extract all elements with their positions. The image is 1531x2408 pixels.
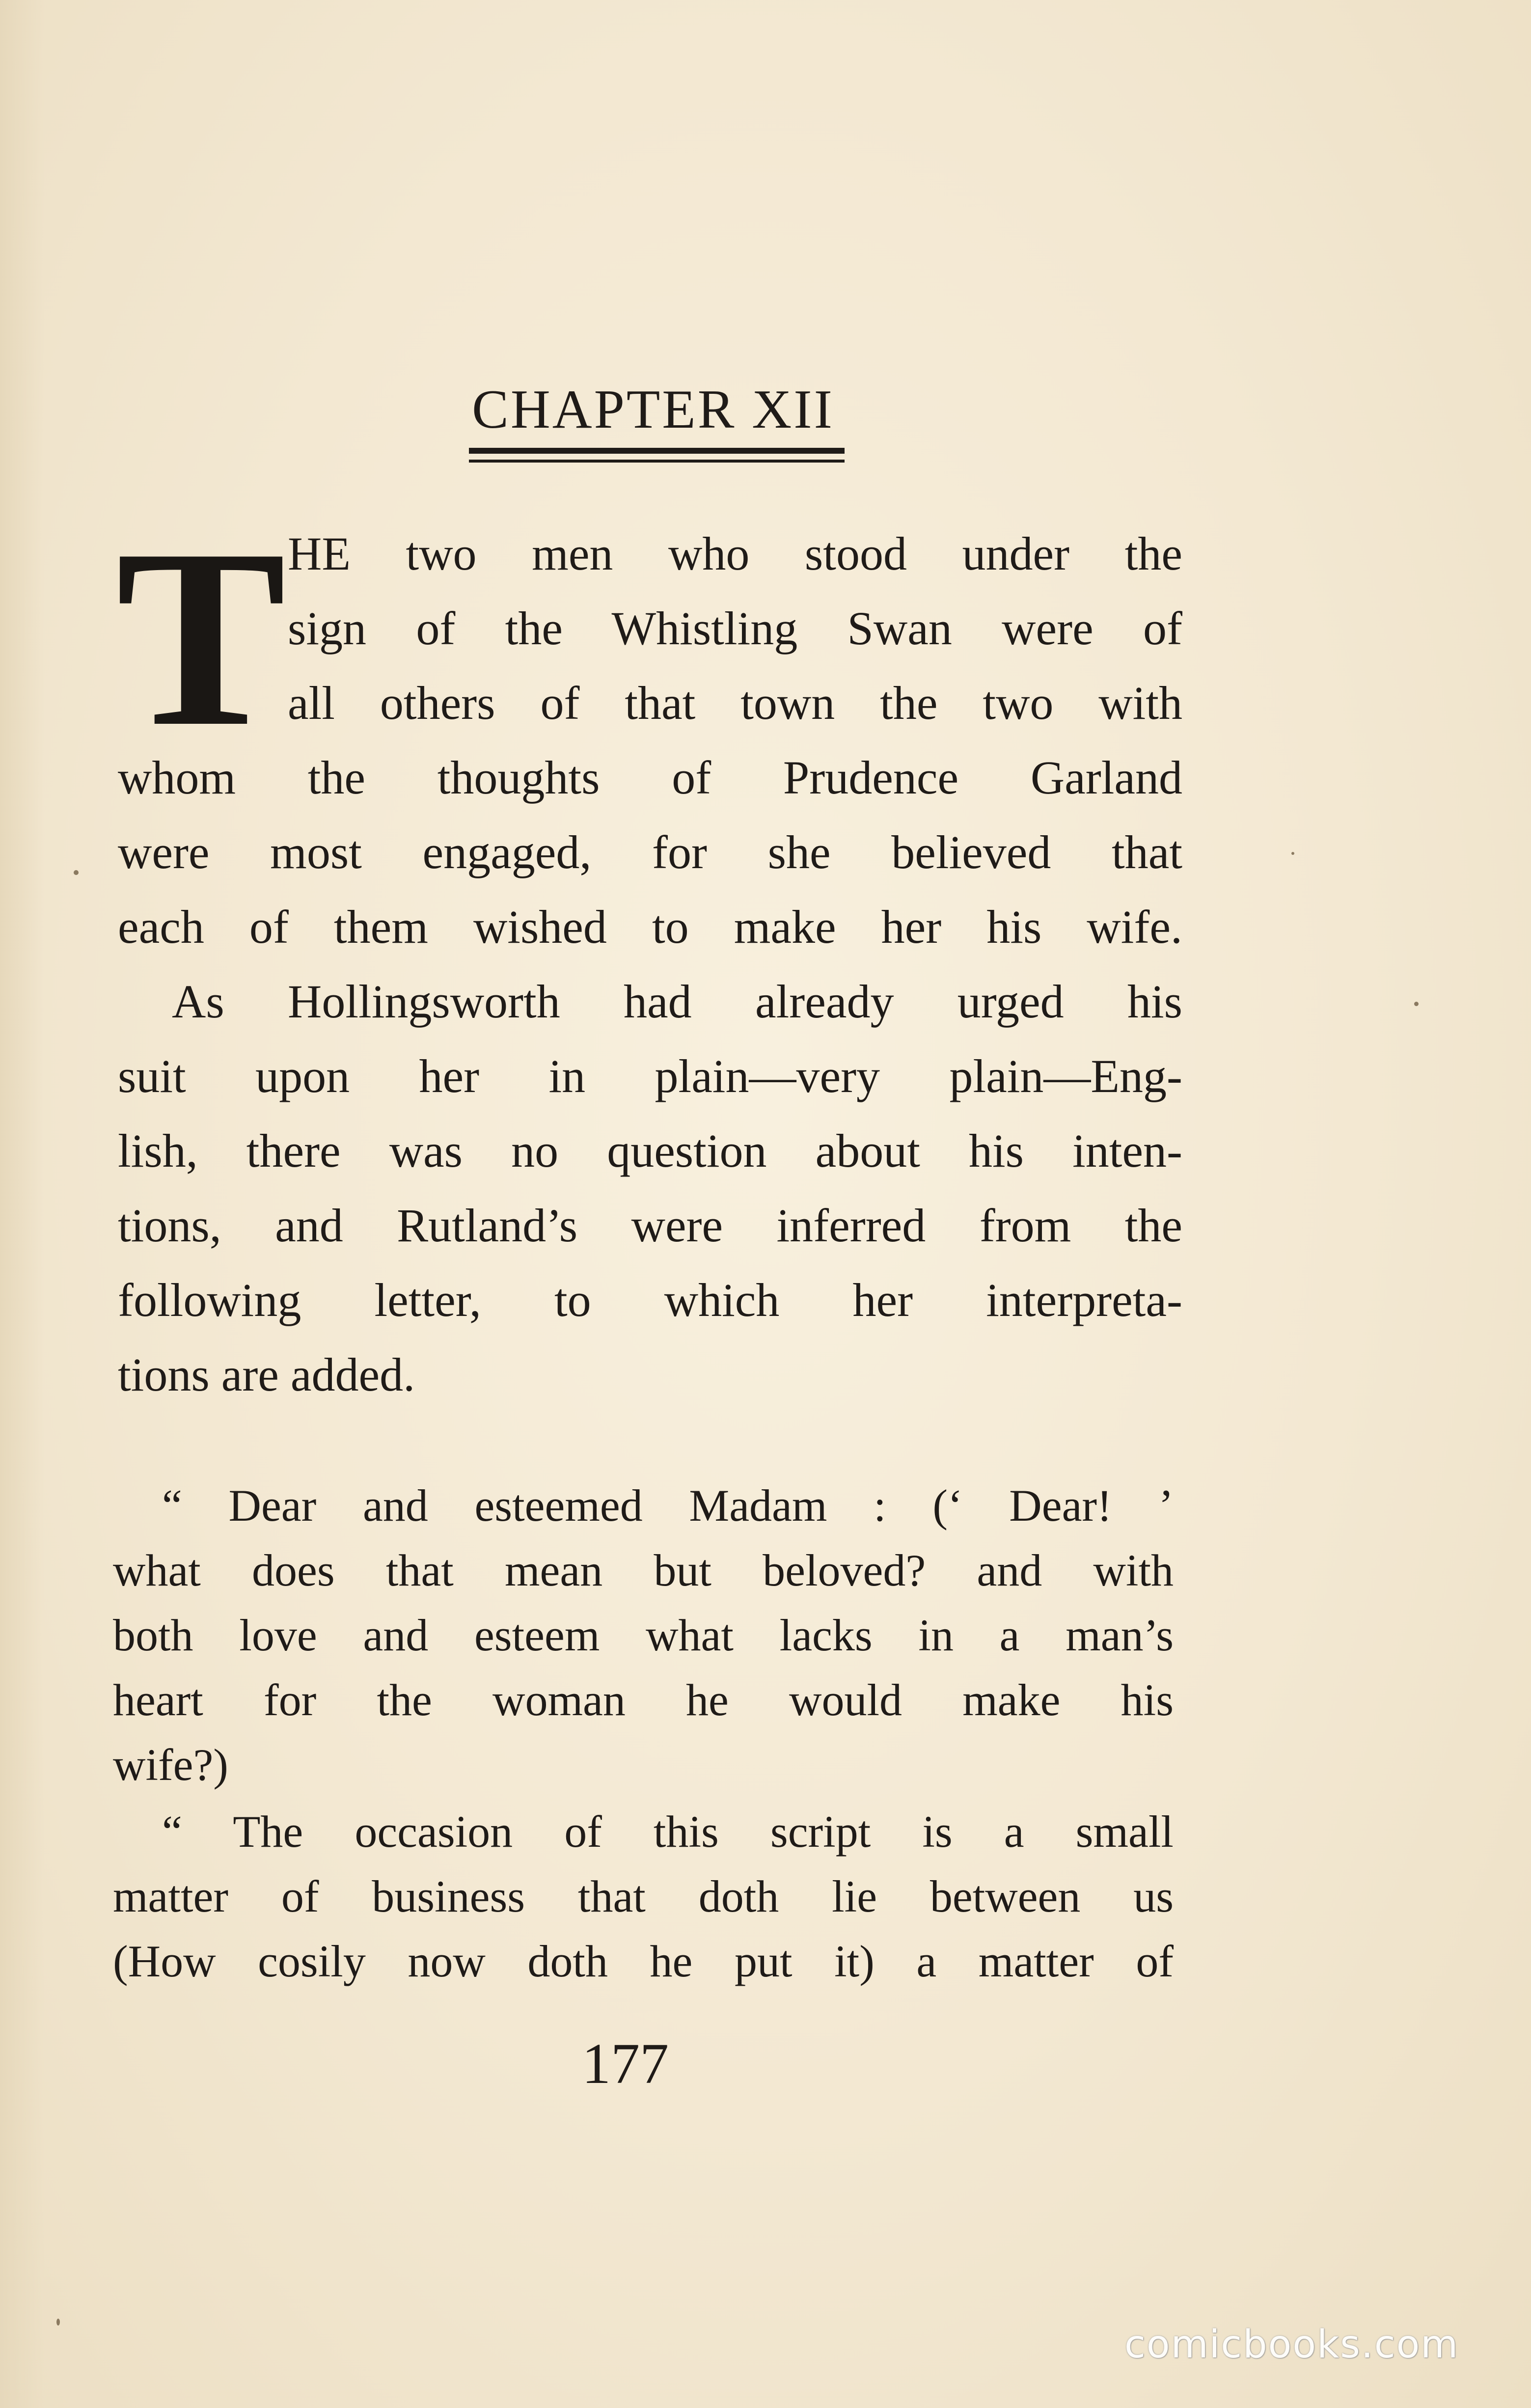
page-gutter-shade <box>0 0 44 2408</box>
chapter-heading: CHAPTER XII <box>472 379 834 440</box>
paper-speck <box>1291 852 1294 855</box>
body-line: all others of that town the two with <box>288 677 1182 729</box>
letter-line: what does that mean but beloved? and with <box>113 1545 1174 1595</box>
body-line: sign of the Whistling Swan were of <box>288 602 1182 655</box>
body-line: HE two men who stood under the <box>288 527 1182 580</box>
heading-rule-thick <box>469 448 845 454</box>
body-line: whom the thoughts of Prudence Garland <box>118 751 1182 804</box>
letter-line: “ The occasion of this script is a small <box>162 1806 1174 1857</box>
letter-line: both love and esteem what lacks in a man’s <box>113 1610 1174 1660</box>
body-line: As Hollingsworth had already urged his <box>172 975 1182 1028</box>
letter-line: “ Dear and esteemed Madam : (‘ Dear! ’ <box>162 1480 1174 1531</box>
paper-speck <box>56 2319 60 2326</box>
heading-rule-thin <box>469 460 845 463</box>
body-line: tions are added. <box>118 1348 415 1401</box>
letter-line: heart for the woman he would make his <box>113 1675 1174 1725</box>
drop-cap: T <box>116 497 286 779</box>
body-line: lish, there was no question about his inten- <box>118 1124 1182 1177</box>
body-line: following letter, to which her interpreta- <box>118 1274 1182 1326</box>
paper-speck <box>1414 1002 1419 1006</box>
body-line: each of them wished to make her his wife. <box>118 901 1182 953</box>
watermark: comicbooks.com <box>1124 2323 1459 2367</box>
letter-line: (How cosily now doth he put it) a matter of <box>113 1936 1174 1986</box>
body-line: suit upon her in plain—very plain—Eng- <box>118 1050 1182 1102</box>
letter-line: matter of business that doth lie between us <box>113 1871 1174 1921</box>
page-number: 177 <box>582 2031 669 2096</box>
body-line: tions, and Rutland’s were inferred from the <box>118 1199 1182 1252</box>
body-line: were most engaged, for she believed that <box>118 826 1182 878</box>
paper-speck <box>74 870 79 875</box>
letter-line: wife?) <box>113 1740 228 1790</box>
